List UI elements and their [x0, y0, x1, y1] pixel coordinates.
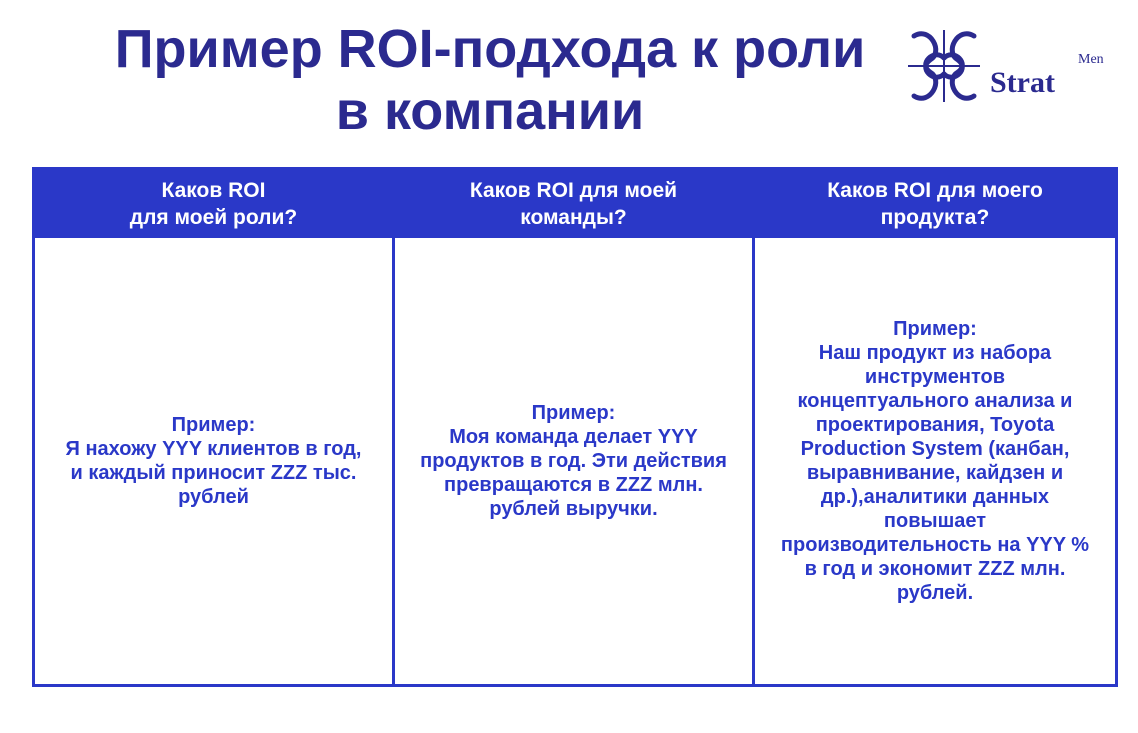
column-header-role [35, 170, 395, 238]
stratmen-logo-icon [900, 22, 988, 110]
example-text-team: Пример: Моя команда делает YYY продуктов в год. Эти действия превращаются в ZZZ млн. рублей выручки. [420, 402, 727, 520]
example-cell-product [755, 238, 1115, 684]
page-title-line-1: Пример ROI-подхода к роли [114, 19, 866, 79]
page-title [0, 18, 980, 142]
column-header-team-text: Каков ROI для моей команды? [469, 179, 678, 229]
logo-wordmark: Strat [990, 66, 1055, 99]
example-text-role: Пример: Я нахожу YYY клиентов в год, и каждый приносит ZZZ тыс. рублей [65, 414, 362, 508]
column-header-product [755, 170, 1115, 238]
column-header-team [395, 170, 755, 238]
example-text-product: Пример: Наш продукт из набора инструментов концептуального анализа и проектирования, Toyota Production System (канбан, выравнивание, кайдзен и др.),аналитики данных повышает производительность на YYY % в год и экономит ZZZ млн. рублей. [780, 318, 1090, 604]
example-cell-team [395, 238, 755, 684]
column-header-role-text: Каков ROI для моей роли? [129, 179, 298, 229]
company-logo [900, 22, 1104, 112]
logo-superscript: Men [1078, 52, 1104, 67]
column-header-product-text: Каков ROI для моего продукта? [827, 179, 1043, 229]
page-title-line-2: в компании [335, 81, 645, 141]
roi-table [32, 167, 1118, 687]
example-cell-role [35, 238, 395, 684]
